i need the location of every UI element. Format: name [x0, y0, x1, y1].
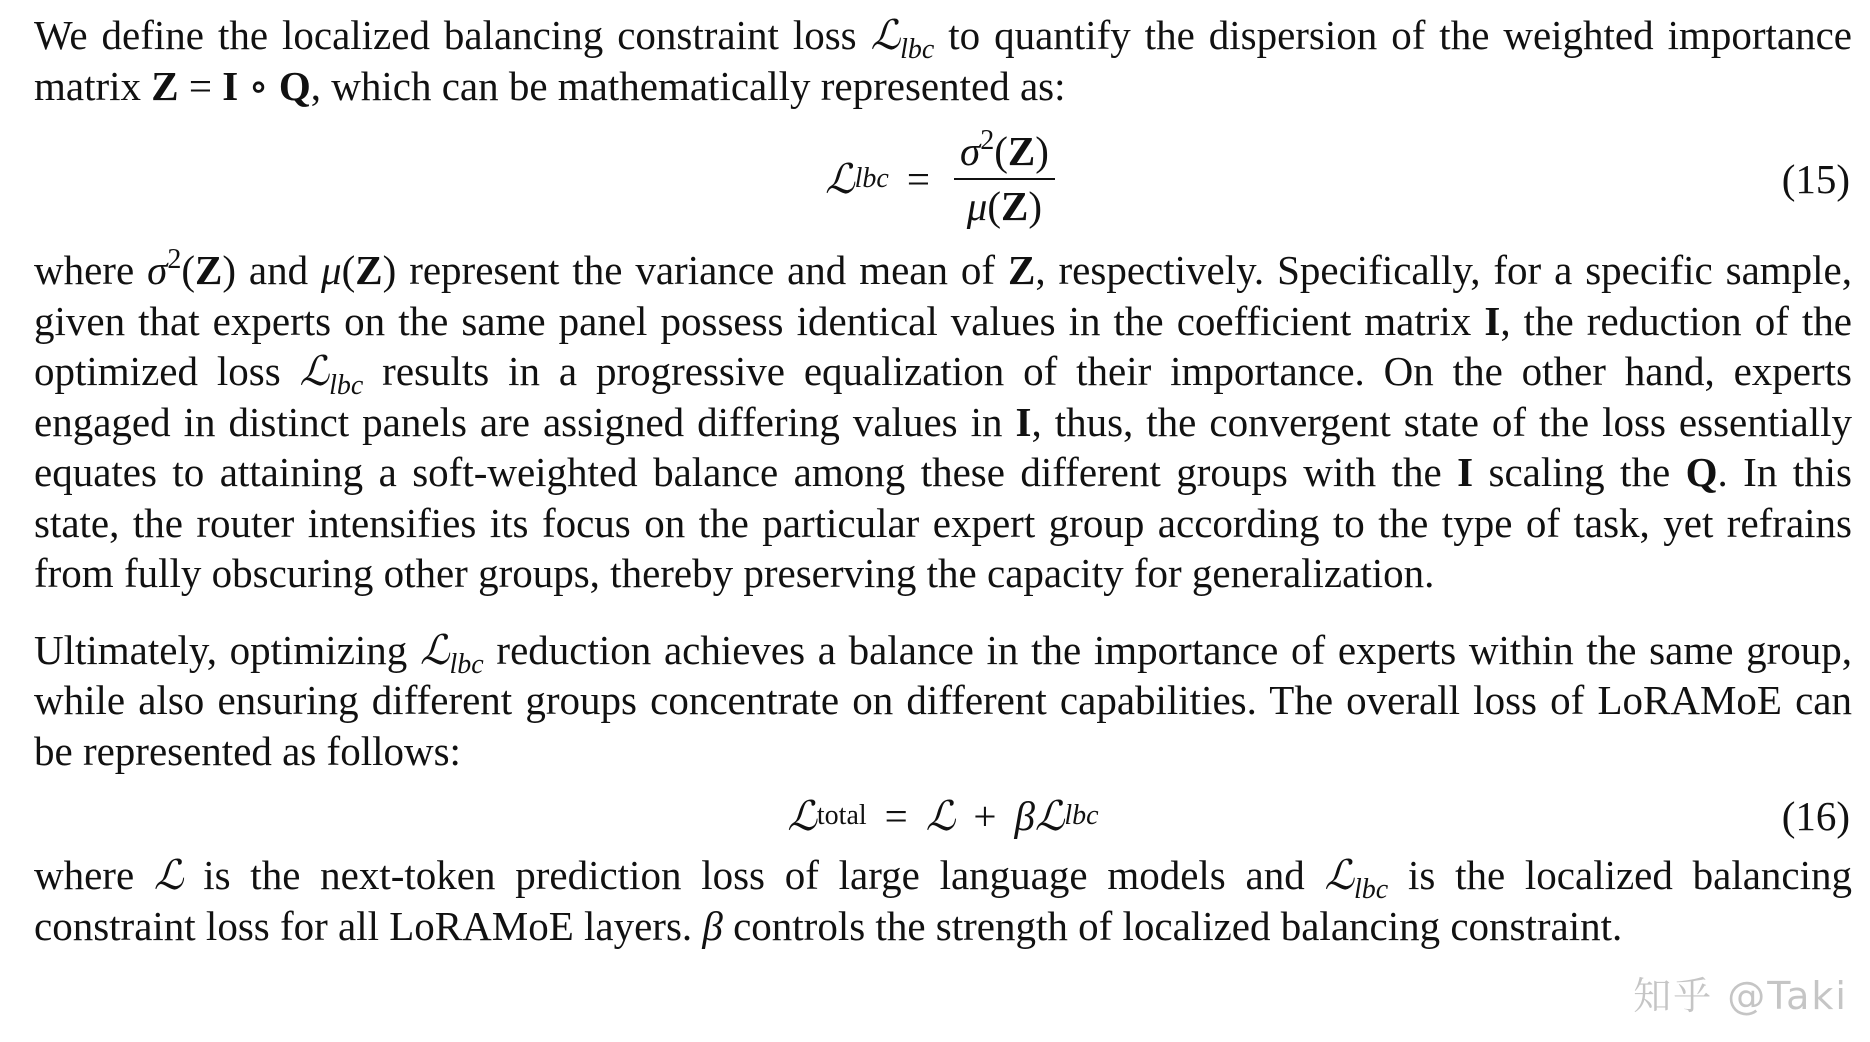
- text: We define the localized balancing constraint loss: [34, 12, 871, 58]
- text: . In this state, the router intensifies its focus on the particular expert group according to the type of task, yet refrains from fully obscuring other groups, thereby preserving the capacity for generalization.: [34, 449, 1852, 596]
- math-mu: μ: [321, 247, 342, 293]
- math-L: ℒ: [419, 625, 450, 674]
- math-sup-2: 2: [980, 124, 995, 156]
- math-Q: Q: [278, 62, 311, 109]
- math-eq: =: [906, 156, 930, 202]
- math-eq: =: [884, 793, 908, 839]
- text: scaling the: [1473, 449, 1686, 495]
- paragraph-lbc-definition: [34, 10, 1852, 111]
- math-eq: =: [188, 62, 213, 109]
- math-sigma: σ: [147, 247, 168, 293]
- text: and: [235, 247, 322, 293]
- math-L: ℒ: [1034, 792, 1065, 840]
- equation-15: ℒ lbc = $\frac{\sigma^2(Z)}{\mu(Z)}$ (15): [825, 124, 1850, 229]
- math-Z: Z: [1007, 247, 1036, 293]
- math-sub-lbc: lbc: [1354, 874, 1389, 905]
- math-I: I: [1015, 398, 1032, 445]
- math-paren: ): [1035, 127, 1049, 174]
- fraction: [954, 124, 1055, 229]
- equation-16: ℒ total = ℒ + β ℒ lbc (16): [787, 792, 1850, 840]
- math-paren: (: [341, 247, 356, 293]
- text: , which can be mathematically represented as:: [310, 62, 1066, 109]
- math-plus: +: [973, 793, 997, 839]
- text: , the reduction of the optimized loss: [34, 297, 1852, 394]
- math-L: ℒ: [1324, 851, 1354, 899]
- text: where: [34, 852, 154, 898]
- math-beta: β: [702, 902, 723, 949]
- text: is the next-token prediction loss of large language models and: [183, 852, 1325, 898]
- math-paren: ): [382, 247, 397, 293]
- math-L: ℒ: [825, 155, 855, 203]
- math-sub-lbc: lbc: [449, 648, 484, 680]
- math-L: ℒ: [299, 347, 330, 395]
- paragraph-explanation: [34, 245, 1852, 599]
- math-Z: Z: [151, 62, 179, 109]
- text: reduction achieves a balance in the importance of experts within the same group, while also ensuring different groups concentrate on different capabilities. The overall loss of LoRAMoE can be represented as follows:: [34, 626, 1852, 774]
- text: represent the variance and mean of: [396, 247, 1008, 293]
- math-Z: Z: [194, 247, 223, 293]
- math-Z: Z: [355, 247, 383, 293]
- text: , respectively. Specifically, for a specific sample, given that experts on the same panel possess identical values in the coefficient matrix: [34, 247, 1852, 344]
- math-paren: (: [987, 183, 1002, 229]
- text: results in a progressive equalization of their importance. On the other hand, experts engaged in distinct panels are assigned differing values in: [34, 348, 1852, 445]
- math-L: ℒ: [787, 792, 817, 840]
- text: Ultimately, optimizing: [34, 626, 420, 673]
- math-sup-2: 2: [167, 244, 182, 275]
- math-L: ℒ: [870, 11, 901, 59]
- math-beta: β: [1014, 793, 1035, 839]
- paragraph-overall-loss: [34, 625, 1852, 777]
- text: controls the strength of localized balancing constraint.: [722, 902, 1623, 949]
- math-mu: μ: [966, 183, 988, 229]
- math-Z: Z: [1001, 183, 1029, 229]
- math-I: I: [1457, 449, 1474, 495]
- fraction-denominator: [961, 180, 1048, 229]
- math-paren: ): [222, 247, 236, 293]
- equation-number: (16): [1781, 793, 1850, 839]
- math-L: ℒ: [925, 792, 956, 840]
- equation-number: (15): [1781, 156, 1850, 202]
- text: where: [34, 247, 148, 293]
- text: is the localized balancing constraint loss for all LoRAMoE layers.: [34, 852, 1852, 949]
- math-I: I: [1484, 297, 1501, 344]
- text: to quantify the dispersion of the weighted importance matrix: [34, 12, 1852, 109]
- math-I: I: [222, 62, 239, 109]
- paper-page: [34, 10, 1852, 951]
- math-L: ℒ: [153, 851, 184, 899]
- fraction-numerator: [954, 124, 1055, 180]
- math-circ: ∘: [248, 62, 269, 109]
- math-paren: (: [181, 247, 195, 293]
- math-sigma: σ: [959, 127, 981, 174]
- math-paren: (: [994, 127, 1008, 174]
- watermark: 知乎 @Taki: [1633, 974, 1848, 1018]
- math-Q: Q: [1685, 449, 1718, 495]
- text: , thus, the convergent state of the loss essentially equates to attaining a soft-weighted balance among these different groups with the: [34, 398, 1852, 495]
- math-Z: Z: [1007, 127, 1036, 174]
- math-sub-lbc: lbc: [900, 34, 935, 65]
- math-paren: ): [1028, 183, 1043, 229]
- math-sub-lbc: lbc: [329, 370, 364, 401]
- paragraph-final: [34, 850, 1852, 951]
